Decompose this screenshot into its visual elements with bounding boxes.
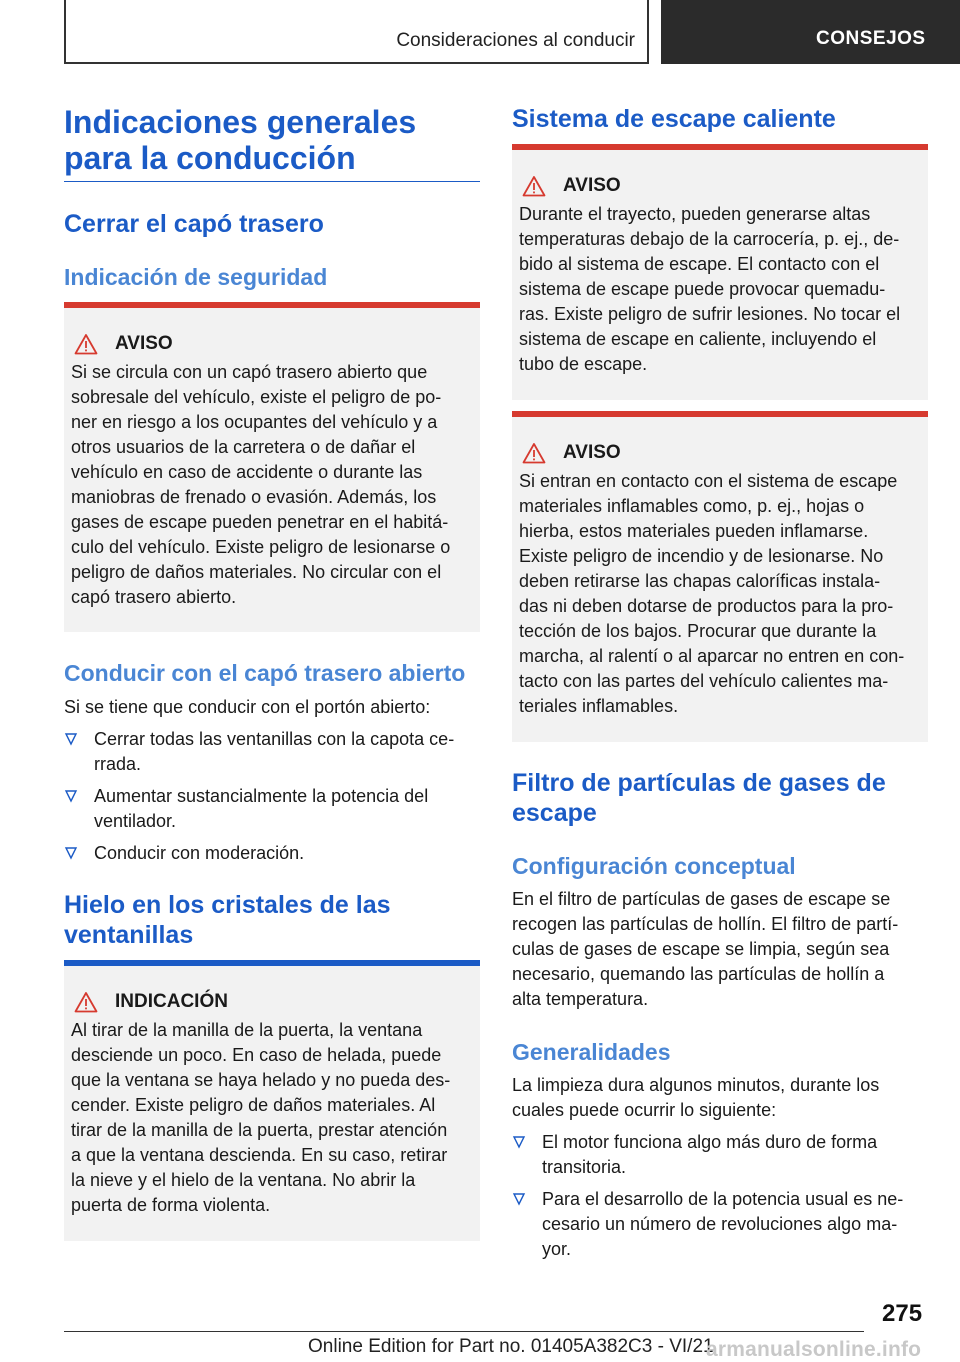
text-line: puerta de forma violenta. [71,1195,271,1215]
text-line: Conducir con moderación. [94,843,305,863]
conducir-intro: Si se tiene que conducir con el portón abierto: [64,697,431,717]
text-line: tubo de escape. [519,354,648,374]
text-line: hierba, estos materiales pueden inflamarse. [519,521,869,541]
warning-triangle-icon [522,175,546,197]
text-line: bido al sistema de escape. El contacto con el [519,254,880,274]
text-line: sistema de escape puede provocar quemadu‐ [519,279,886,299]
note-title [71,988,472,1016]
text-line: Cerrar todas las ventanillas con la capota ce‐ [94,729,455,749]
heading-hielo-cristales [64,890,391,950]
warning-label: AVISO [563,175,621,196]
page-title-line-1: Indicaciones generales [64,104,417,140]
text-line: sistema de escape en caliente, incluyendo el [519,329,877,349]
text-line: marcha, al ralentí o al aparcar no entren en con‐ [519,646,905,666]
warning-triangle-icon [74,991,98,1013]
heading-sistema-escape: Sistema de escape caliente [512,105,836,133]
note-box-hielo [64,960,480,1241]
text-line: Aumentar sustancialmente la potencia del [94,786,429,806]
page-number: 275 [882,1300,923,1327]
footer-edition: Online Edition for Part no. 01405A382C3 - VI/21 [308,1336,714,1357]
list-item [64,784,480,834]
text-line: cender. Existe peligro de daños materiales. Al [71,1095,436,1115]
heading-line: ventanillas [64,921,194,949]
list-item [512,1130,928,1180]
list-item [64,727,480,777]
note-text [71,1018,472,1218]
text-line: transitoria. [542,1157,627,1177]
text-line: Existe peligro de incendio y de lesionarse. No [519,546,884,566]
text-line: das ni deben dotarse de productos para la pro‐ [519,596,894,616]
watermark: armanualsonline.info [706,1338,922,1361]
warning-title [519,439,920,467]
text-line: vehículo en caso de accidente o durante las [71,462,423,482]
heading-line: escape [512,799,597,827]
warning-label: AVISO [563,442,621,463]
triangle-bullet-icon [512,1191,526,1207]
heading-conducir-capo-abierto: Conducir con el capó trasero abierto [64,660,466,686]
text-line: En el filtro de partículas de gases de escape se [512,889,891,909]
text-line: alta temperatura. [512,989,649,1009]
header-section-title: Consideraciones al conducir [396,30,635,51]
text-line: tacto con las partes del vehículo calientes ma‐ [519,671,889,691]
text-line: tección de los bajos. Procurar que durante la [519,621,877,641]
text-line: la nieve y el hielo de la ventana. No abrir la [71,1170,416,1190]
triangle-bullet-icon [512,1134,526,1150]
text-line: maniobras de frenado o evasión. Además, los [71,487,437,507]
warning-box-capo [64,302,480,632]
text-line: La limpieza dura algunos minutos, durante los [512,1075,880,1095]
warning-text [71,360,472,610]
warning-title [71,330,472,358]
header-section-box [64,0,649,64]
text-line: teriales inflamables. [519,696,679,716]
text-line: El motor funciona algo más duro de forma [542,1132,878,1152]
text-line: peligro de daños materiales. No circular con el [71,562,442,582]
text-line: culo del vehículo. Existe peligro de lesionarse o [71,537,451,557]
text-line: yor. [542,1239,572,1259]
text-line: ventilador. [94,811,177,831]
heading-line: Hielo en los cristales de las [64,891,391,919]
warning-title [519,172,920,200]
text-line: Durante el trayecto, pueden generarse altas [519,204,871,224]
text-line: deben retirarse las chapas caloríficas instala‐ [519,571,881,591]
text-line: cuales puede ocurrir lo siguiente: [512,1100,777,1120]
text-line: Para el desarrollo de la potencia usual es ne‐ [542,1189,904,1209]
warning-label: AVISO [115,333,173,354]
text-line: materiales inflamables como, p. ej., hojas o [519,496,865,516]
text-line: ner en riesgo a los ocupantes del vehículo y a [71,412,438,432]
heading-generalidades: Generalidades [512,1039,671,1065]
text-line: temperaturas debajo de la carrocería, p. ej., de‐ [519,229,900,249]
text-line: Si se circula con un capó trasero abierto que [71,362,428,382]
warning-text [519,469,920,719]
text-line: rrada. [94,754,142,774]
triangle-bullet-icon [64,731,78,747]
triangle-bullet-icon [64,788,78,804]
warning-box-escape-2 [512,411,928,742]
page-title-line-2: para la conducción [64,140,356,176]
text-line: gases de escape pueden penetrar en el habitá‐ [71,512,449,532]
list-item [64,841,480,866]
heading-cerrar-capo: Cerrar el capó trasero [64,210,324,238]
list-item [512,1187,928,1262]
triangle-bullet-icon [64,845,78,861]
generalidades-text [512,1073,928,1123]
text-line: culas de gases de escape se limpia, según sea [512,939,890,959]
text-line: otros usuarios de la carretera o de dañar el [71,437,416,457]
text-line: desciende un poco. En caso de helada, puede [71,1045,442,1065]
text-line: ras. Existe peligro de sufrir lesiones. No tocar el [519,304,901,324]
warning-triangle-icon [522,442,546,464]
text-line: Al tirar de la manilla de la puerta, la ventana [71,1020,423,1040]
text-line: Si entran en contacto con el sistema de escape [519,471,898,491]
heading-line: Filtro de partículas de gases de [512,769,886,797]
warning-triangle-icon [74,333,98,355]
configuracion-text [512,887,928,1012]
text-line: capó trasero abierto. [71,587,237,607]
text-line: recogen las partículas de hollín. El filtro de partí‐ [512,914,899,934]
note-label: INDICACIÓN [115,991,228,1012]
warning-text [519,202,920,377]
text-line: sobresale del vehículo, existe el peligro de po‐ [71,387,442,407]
text-line: a que la ventana descienda. En su caso, retirar [71,1145,448,1165]
header-chapter-tab[interactable]: CONSEJOS [661,0,960,64]
text-line: tirar de la manilla de la puerta, prestar atención [71,1120,448,1140]
heading-indicacion-seguridad: Indicación de seguridad [64,264,328,290]
title-rule [64,181,480,182]
heading-filtro-particulas [512,768,886,828]
footer-rule [64,1331,864,1332]
page-title [64,104,416,176]
text-line: cesario un número de revoluciones algo ma‐ [542,1214,898,1234]
text-line: necesario, quemando las partículas de hollín a [512,964,885,984]
text-line: que la ventana se haya helado y no pueda des‐ [71,1070,451,1090]
warning-box-escape-1 [512,144,928,400]
heading-configuracion-conceptual: Configuración conceptual [512,853,796,879]
